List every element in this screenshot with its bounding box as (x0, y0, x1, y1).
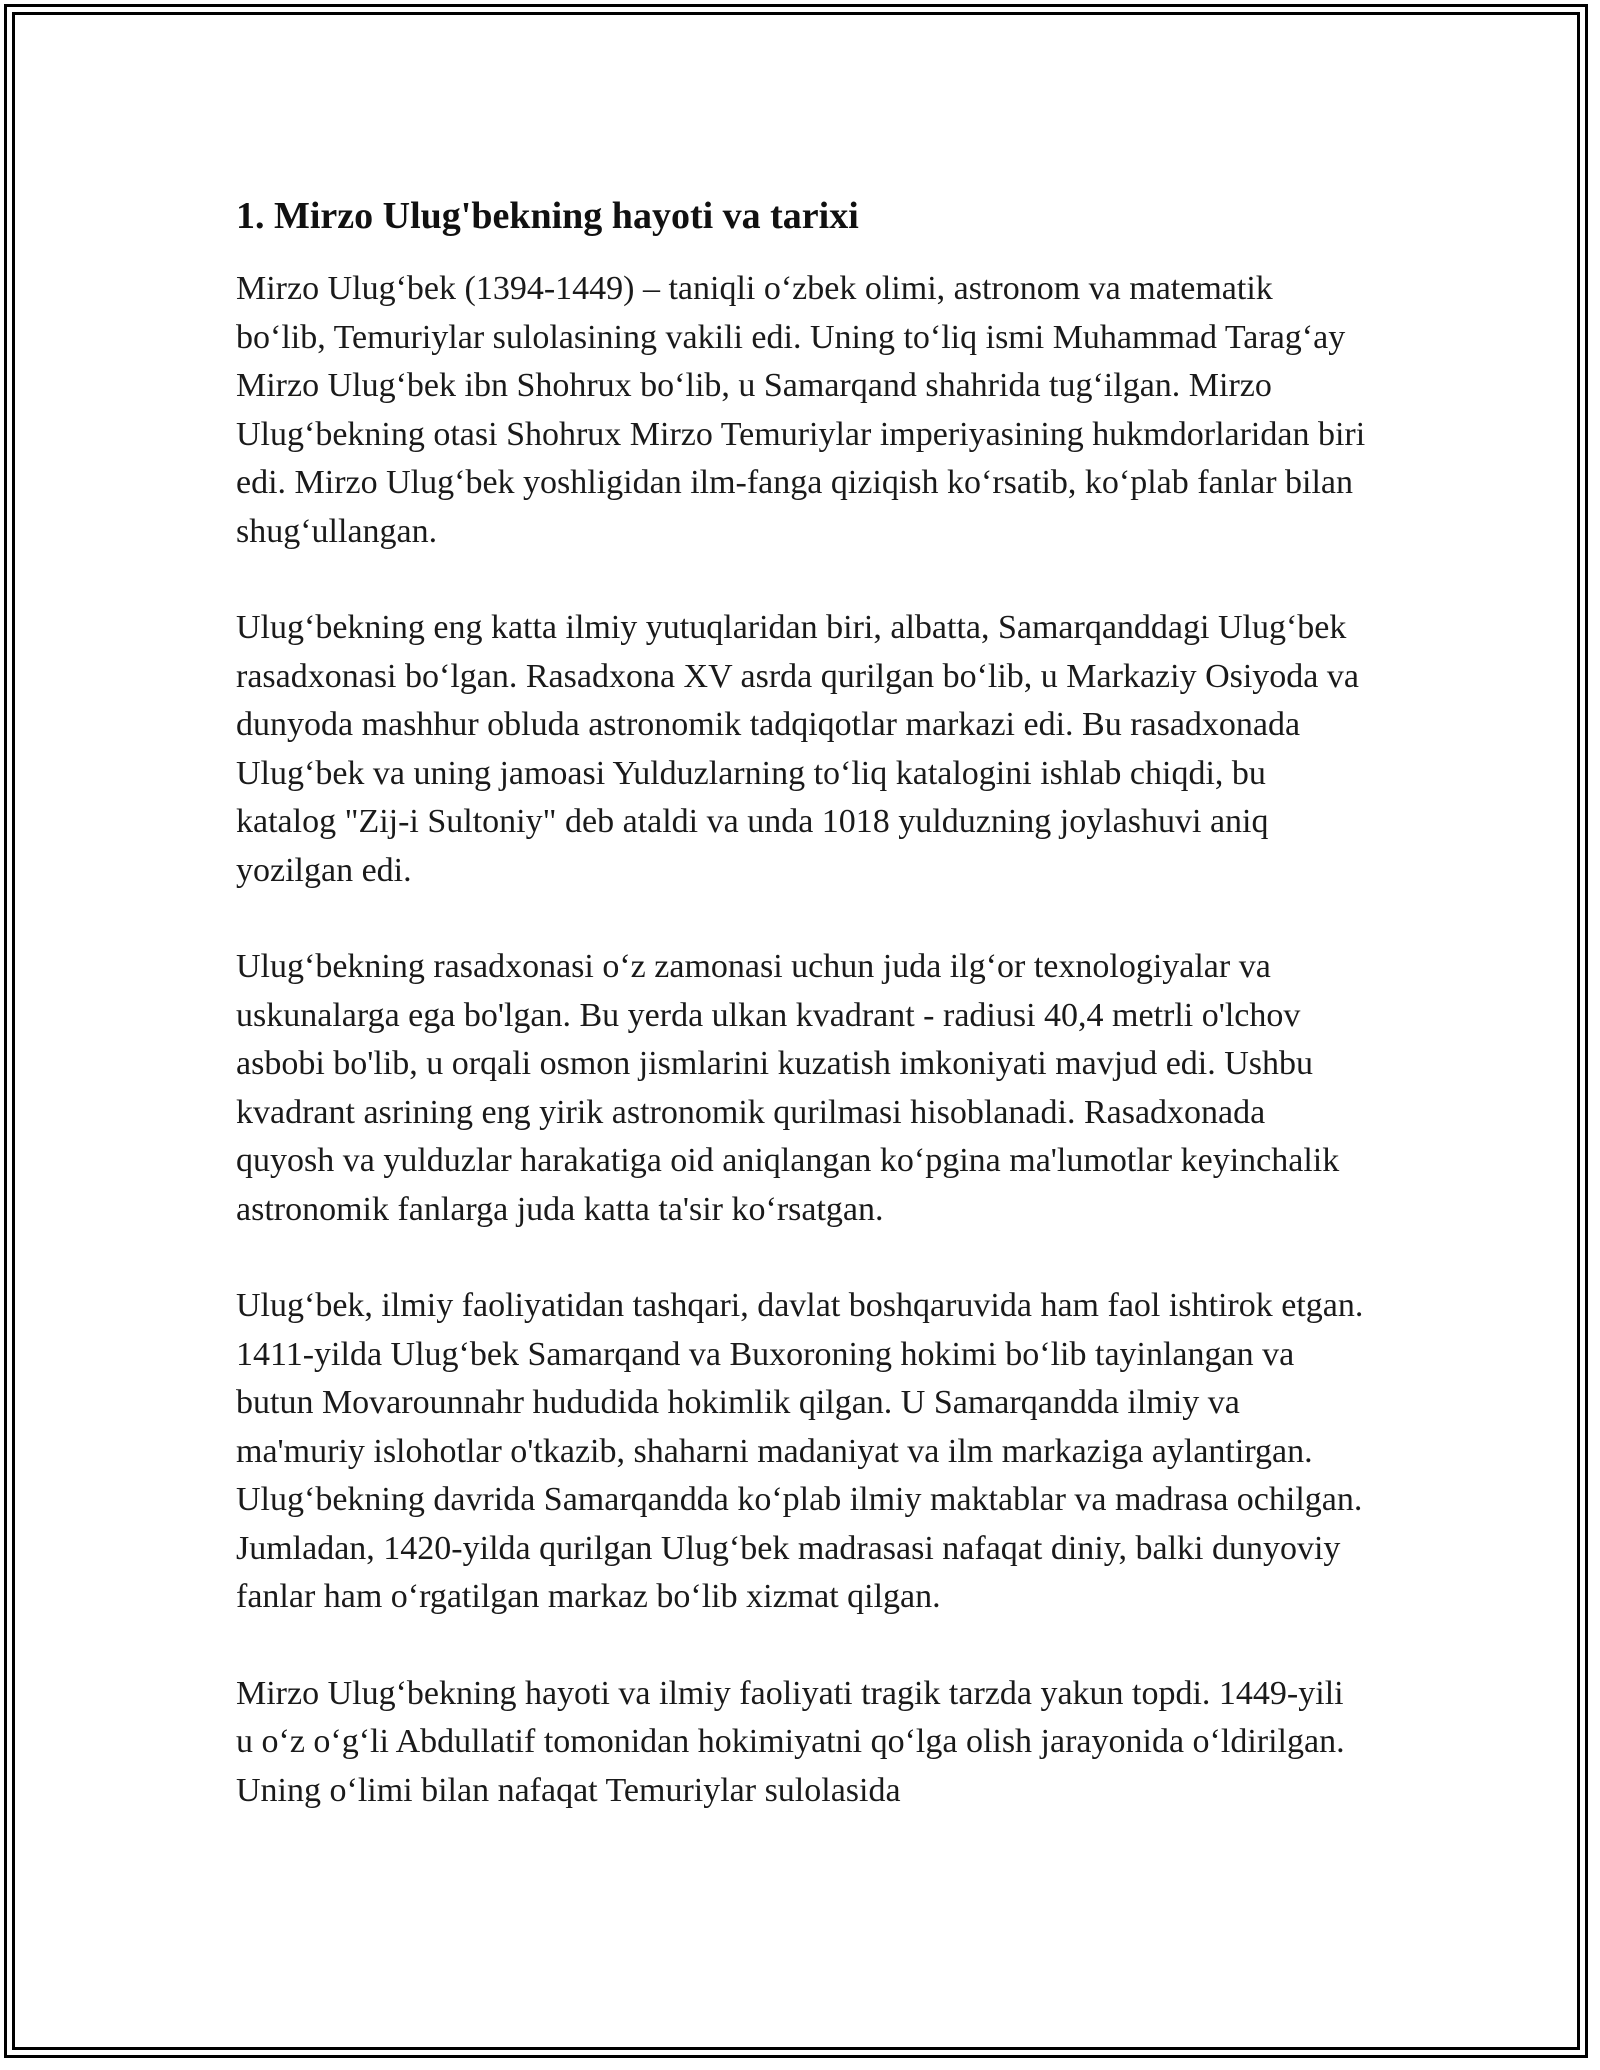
paragraph-governance: Ulug‘bek, ilmiy faoliyatidan tashqari, davlat boshqaruvida ham faol ishtirok etgan. 1411-yilda Ulug‘bek Samarqand va Buxoroning hokimi bo‘lib tayinlangan va butun Movarounnahr hududida hokimlik qilgan. U Samarqandda ilmiy va ma'muriy islohotlar o'tkazib, shaharni madaniyat va ilm markaziga aylantirgan. Ulug‘bekning davrida Samarqandda ko‘plab ilmiy maktablar va madrasa ochilgan. Jumladan, 1420-yilda qurilgan Ulug‘bek madrasasi nafaqat diniy, balki dunyoviy fanlar ham o‘rgatilgan markaz bo‘lib xizmat qilgan. (236, 1287, 1364, 1615)
paragraph-observatory: Ulug‘bekning eng katta ilmiy yutuqlaridan biri, albatta, Samarqanddagi Ulug‘bek rasadxonasi bo‘lgan. Rasadxona XV asrda qurilgan bo‘lib, u Markaziy Osiyoda va dunyoda mashhur obluda astronomik tadqiqotlar markazi edi. Bu rasadxonada Ulug‘bek va uning jamoasi Yulduzlarning to‘liq katalogini ishlab chiqdi, bu katalog "Zij-i Sultoniy" deb ataldi va unda 1018 yulduzning joylashuvi aniq yozilgan edi. (236, 609, 1359, 889)
paragraph-biography: Mirzo Ulug‘bek (1394-1449) – taniqli o‘zbek olimi, astronom va matematik bo‘lib, Temuriylar sulolasining vakili edi. Uning to‘liq ismi Muhammad Tarag‘ay Mirzo Ulug‘bek ibn Shohrux bo‘lib, u Samarqand shahrida tug‘ilgan. Mirzo Ulug‘bekning otasi Shohrux Mirzo Temuriylar imperiyasining hukmdorlaridan biri edi. Mirzo Ulug‘bek yoshligidan ilm-fanga qiziqish ko‘rsatib, ko‘plab fanlar bilan shug‘ullangan. (236, 270, 1366, 550)
document-content (236, 188, 1366, 1815)
section-heading: 1. Mirzo Ulug'bekning hayoti va tarixi (236, 195, 859, 237)
paragraph-death: Mirzo Ulug‘bekning hayoti va ilmiy faoliyati tragik tarzda yakun topdi. 1449-yili u o‘z o‘g‘li Abdullatif tomonidan hokimiyatni qo‘lga olish jarayonida o‘ldirilgan. Uning o‘limi bilan nafaqat Temuriylar sulolasida (236, 1674, 1345, 1809)
paragraph-quadrant: Ulug‘bekning rasadxonasi o‘z zamonasi uchun juda ilg‘or texnologiyalar va uskunalarga ega bo'lgan. Bu yerda ulkan kvadrant - radiusi 40,4 metrli o'lchov asbobi bo'lib, u orqali osmon jismlarini kuzatish imkoniyati mavjud edi. Ushbu kvadrant asrining eng yirik astronomik qurilmasi hisoblanadi. Rasadxonada quyosh va yulduzlar harakatiga oid aniqlangan ko‘pgina ma'lumotlar keyinchalik astronomik fanlarga juda katta ta'sir ko‘rsatgan. (236, 948, 1340, 1228)
